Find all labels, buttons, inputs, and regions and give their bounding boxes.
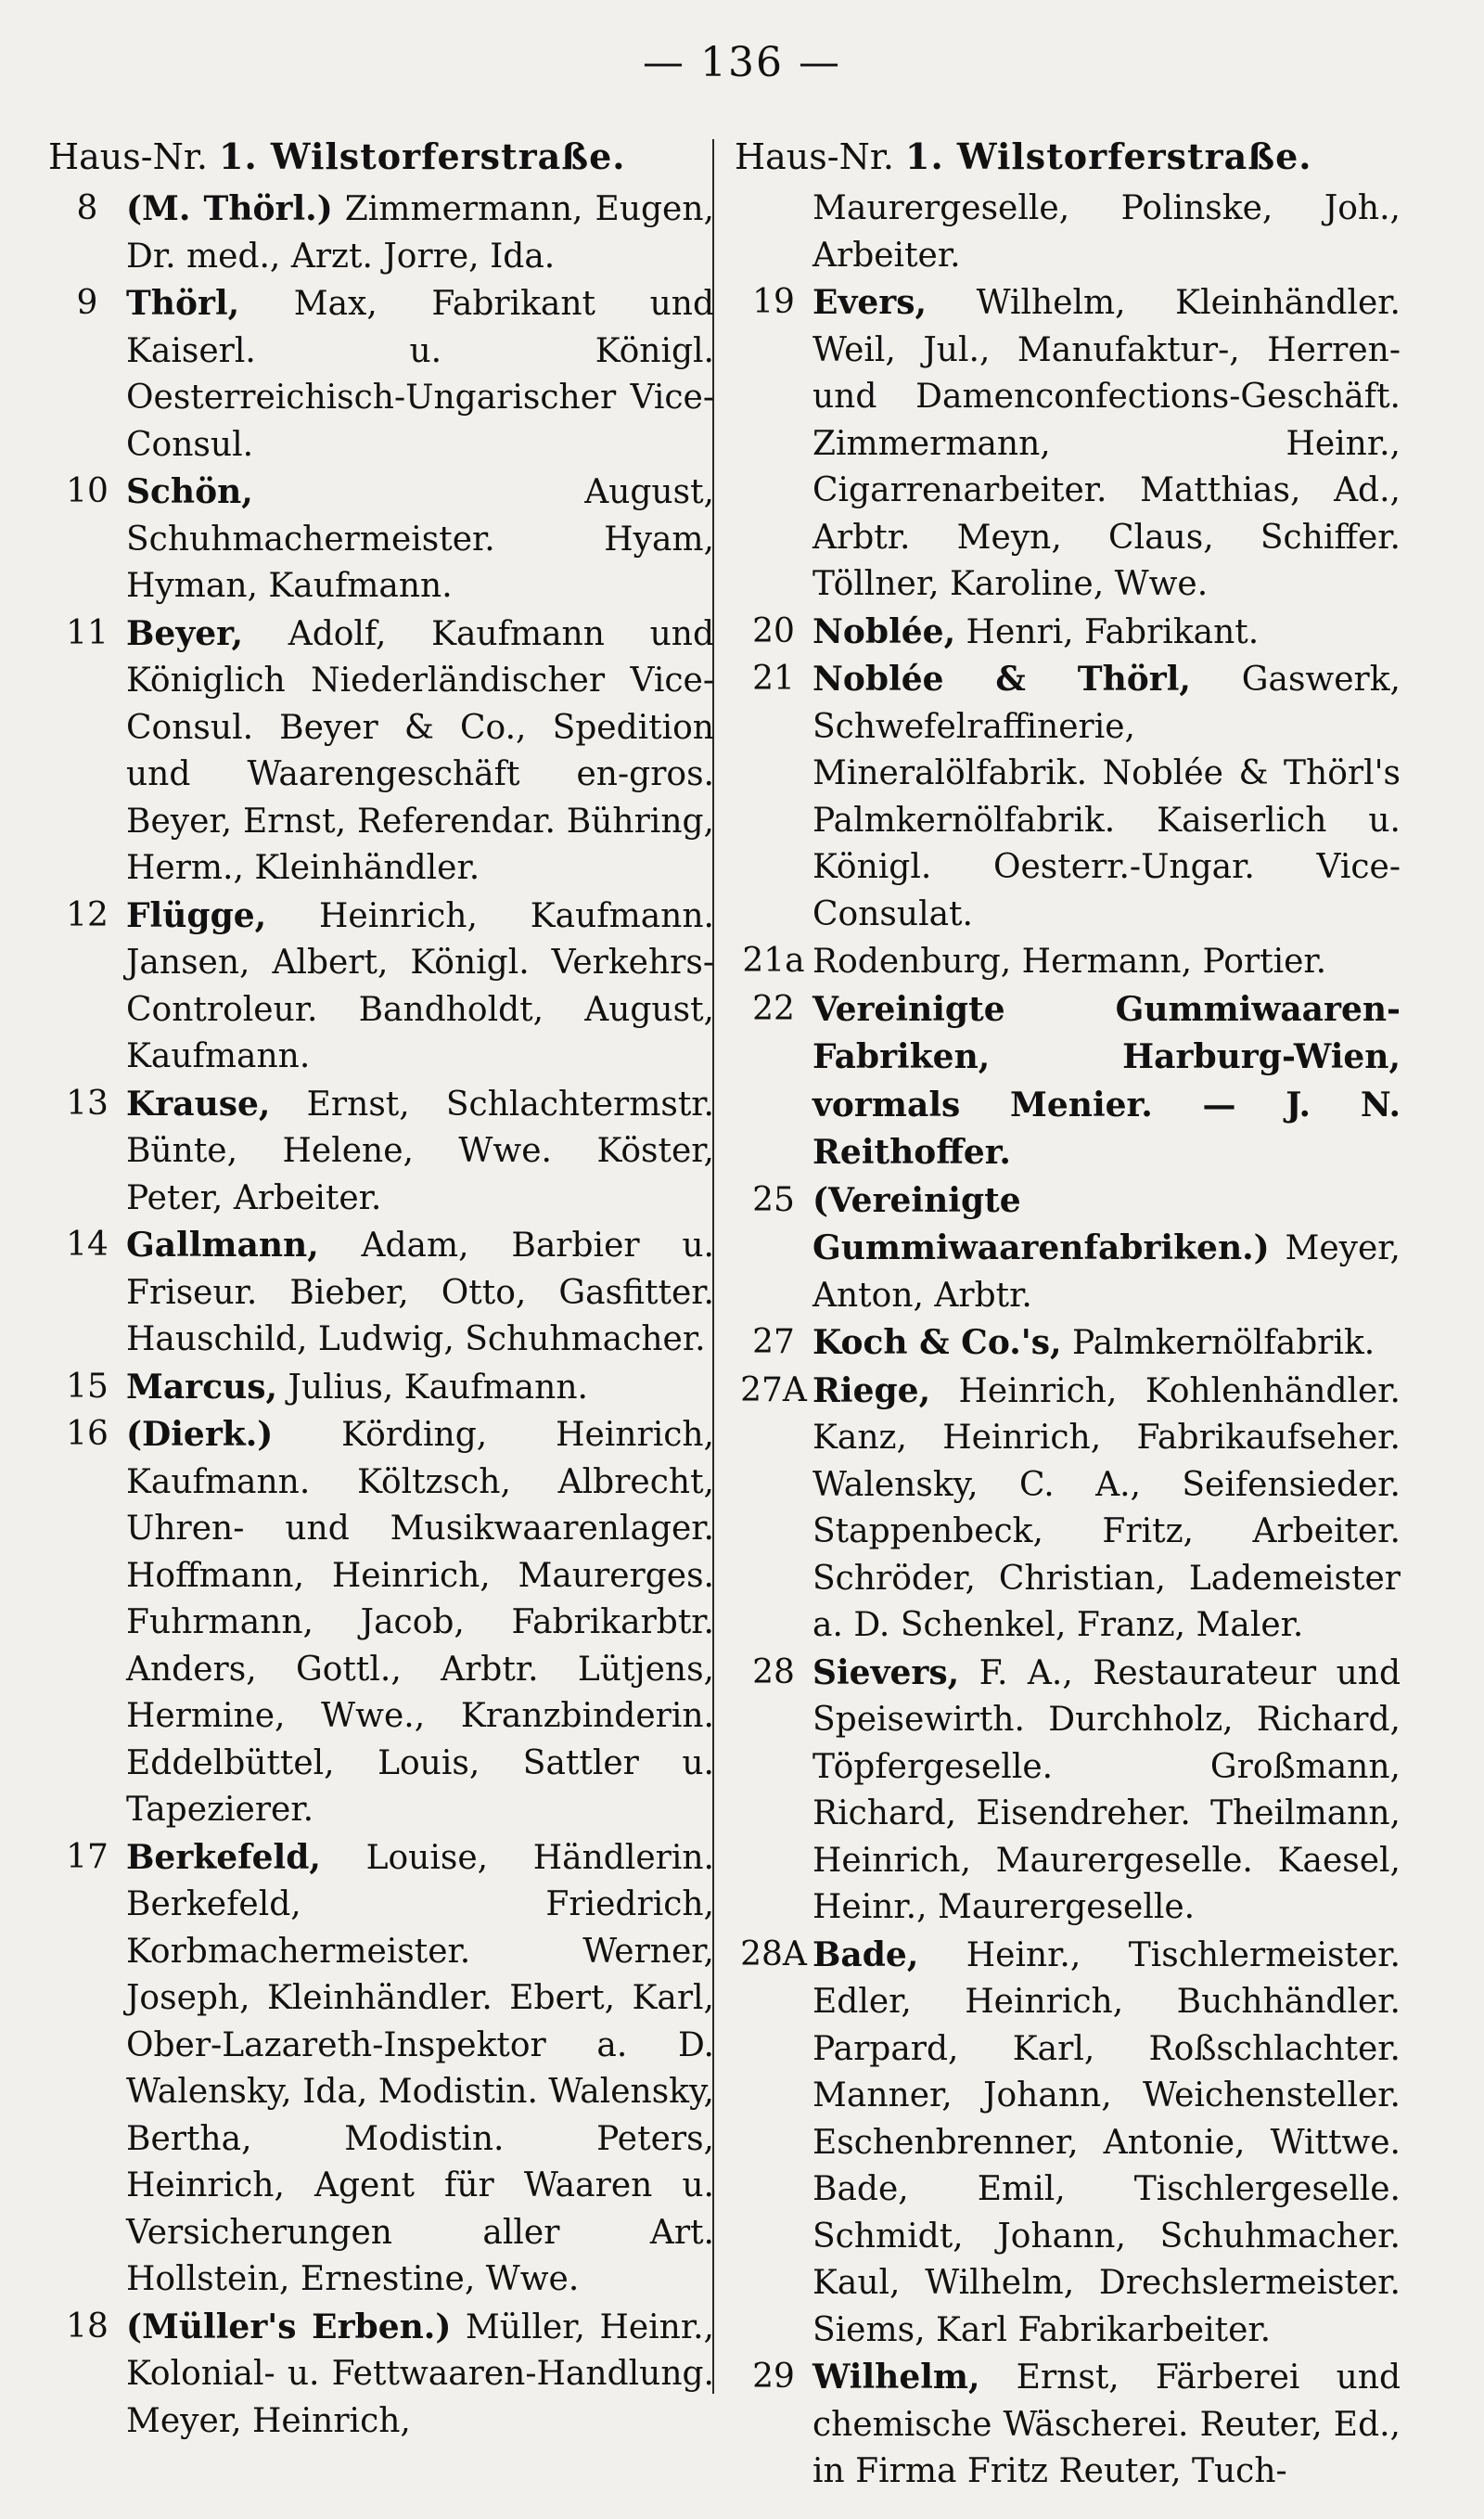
directory-entry [48, 610, 714, 893]
directory-entry [735, 1177, 1401, 1320]
directory-entry [735, 1319, 1401, 1368]
entry-text [126, 1834, 714, 2304]
entry-text [812, 1319, 1401, 1368]
house-number: 21a [742, 942, 805, 980]
directory-entry [48, 1834, 714, 2304]
house-number: 22 [752, 989, 795, 1028]
house-number: 29 [752, 2358, 795, 2396]
owner-name: Koch & Co.'s, [812, 1323, 1062, 1362]
residents-text: Heinrich, Kohlenhändler. Kanz, Heinrich, Fabrikaufseher. Walensky, C. A., Seifensieder. Stappenbeck, Fritz, Arbeiter. Schröder, Christian, Lademeister a. D. Schenkel, Franz, Maler. [812, 1371, 1401, 1644]
owner-name: Sievers, [812, 1652, 960, 1692]
house-number: 11 [66, 613, 109, 652]
directory-entry [735, 2354, 1401, 2496]
residents-text: Müller, Heinr., Kolonial- u. Fettwaaren-Handlung. Meyer, Heinrich, [126, 2307, 714, 2440]
right-column [735, 130, 1401, 2496]
entry-list [48, 186, 714, 2445]
owner-name: Berkefeld, [126, 1837, 321, 1877]
residents-text: Zimmermann, Eugen, Dr. med., Arzt. Jorre, Ida. [126, 190, 714, 276]
house-number: 28 [752, 1652, 795, 1691]
column-header [735, 130, 1401, 184]
entry-text [812, 1177, 1401, 1320]
house-number: 19 [752, 283, 795, 321]
residents-text: Heinr., Tischlermeister. Edler, Heinrich, Buchhändler. Parpard, Karl, Roßschlachter. Manner, Johann, Weichensteller. Eschenbrenner, Antonie, Wittwe. Bade, Emil, Tischlergeselle. Schmidt, Johann, Schuhmacher. Kaul, Wilhelm, Drechslermeister. Siems, Karl Fabrikarbeiter. [812, 1935, 1401, 2349]
house-number: 9 [76, 284, 98, 322]
entry-text [812, 656, 1401, 938]
residents-text: August, Schuhmachermeister. Hyam, Hyman, Kaufmann. [126, 473, 714, 605]
directory-entry [48, 1081, 714, 1223]
residents-text: F. A., Restaurateur und Speisewirth. Durchholz, Richard, Töpfergeselle. Großmann, Richard, Eisendreher. Theilmann, Heinrich, Maurergeselle. Kaesel, Heinr., Maurergeselle. [812, 1653, 1401, 1926]
owner-name: Flügge, [126, 895, 267, 935]
house-number: 28A [740, 1934, 807, 1973]
residents-text: Wilhelm, Kleinhändler. Weil, Jul., Manufaktur-, Herren- und Damenconfections-Geschäft. Zimmermann, Heinr., Cigarrenarbeiter. Matthias, Ad., Arbtr. Meyn, Claus, Schiffer. Töllner, Karoline, Wwe. [812, 284, 1401, 603]
owner-name: Krause, [126, 1084, 271, 1124]
directory-entry [48, 2304, 714, 2446]
house-number: 15 [66, 1367, 109, 1406]
owner-name: Evers, [812, 283, 928, 322]
entry-text [126, 1411, 714, 1834]
residents-text: Körding, Heinrich, Kaufmann. Költzsch, Albrecht, Uhren- und Musikwaarenlager. Hoffmann, Heinrich, Maurerges. Fuhrmann, Jacob, Fabrikarbtr. Anders, Gottl., Arbtr. Lütjens, Hermine, Wwe., Kranzbinderin. Eddelbüttel, Louis, Sattler u. Tapezierer. [126, 1416, 714, 1829]
house-number: 10 [66, 472, 109, 510]
continuation-text: Maurergeselle, Polinske, Joh., Arbeiter. [812, 189, 1401, 275]
directory-entry [48, 469, 714, 610]
residents-text: Henri, Fabrikant. [955, 612, 1260, 651]
directory-entry [735, 1932, 1401, 2355]
entry-text [812, 279, 1401, 609]
owner-name: Wilhelm, [812, 2358, 980, 2397]
residents-text: Adolf, Kaufmann und Königlich Niederländischer Vice-Consul. Beyer & Co., Spedition und Waarengeschäft en-gros. Beyer, Ernst, Referendar. Bühring, Herm., Kleinhändler. [126, 614, 714, 887]
house-number-label: Haus-Nr. [48, 136, 208, 177]
street-name: 1. Wilstorferstraße. [905, 135, 1312, 177]
house-number: 17 [66, 1837, 109, 1876]
residents-text: Meyer, Anton, Arbtr. [812, 1229, 1401, 1315]
owner-name: Gallmann, [126, 1226, 319, 1265]
entry-text [812, 609, 1401, 657]
residents-text: Julius, Kaufmann. [277, 1368, 588, 1407]
entry-text [812, 938, 1401, 986]
entry-text [812, 986, 1401, 1177]
house-number: 13 [66, 1084, 109, 1123]
house-number: 16 [66, 1415, 109, 1453]
residents-text: Gaswerk, Schwefelraffinerie, Mineralölfabrik. Noblée & Thörl's Palmkernölfabrik. Kaiserlich u. Königl. Oesterr.-Ungar. Vice-Consulat. [812, 661, 1401, 933]
residents-text: Max, Fabrikant und Kaiserl. u. Königl. Oesterreichisch-Ungarischer Vice-Consul. [126, 285, 714, 464]
owner-name: Riege, [812, 1370, 931, 1410]
directory-entry [48, 893, 714, 1081]
owner-name: Vereinigte Gummiwaaren-Fabriken, Harburg-Wien, vormals Menier. — J. N. Reithoffer. [812, 989, 1401, 1172]
house-number: 20 [752, 611, 795, 650]
directory-entry [735, 279, 1401, 609]
house-number: 27A [740, 1370, 807, 1409]
directory-entry [48, 1222, 714, 1364]
entry-text [126, 186, 714, 280]
owner-name: Noblée, [812, 611, 956, 651]
column-header [48, 130, 714, 184]
house-number: 21 [752, 660, 795, 698]
directory-entry [735, 986, 1401, 1177]
residents-text: Louise, Händlerin. Berkefeld, Friedrich, Korbmachermeister. Werner, Joseph, Kleinhändler. Ebert, Karl, Ober-Lazareth-Inspektor a. D. Walensky, Ida, Modistin. Walensky, Bertha, Modistin. Peters, Heinrich, Agent für Waaren u. Versicherungen aller Art. Hollstein, Ernestine, Wwe. [126, 1838, 714, 2298]
directory-entry [48, 280, 714, 469]
entry-text [812, 1650, 1401, 1932]
entry-list [735, 279, 1401, 2496]
entry-text [812, 2354, 1401, 2496]
directory-entry [48, 1411, 714, 1834]
entry-text [126, 610, 714, 893]
left-column [48, 130, 714, 2445]
owner-name: Beyer, [126, 613, 244, 653]
residents-text: Rodenburg, Hermann, Portier. [812, 943, 1327, 981]
residents-text: Palmkernölfabrik. [1061, 1324, 1375, 1362]
entry-text [126, 893, 714, 1081]
residents-text: Ernst, Schlachtermstr. Bünte, Helene, Wwe. Köster, Peter, Arbeiter. [126, 1085, 714, 1217]
house-number: 12 [66, 895, 109, 934]
street-name: 1. Wilstorferstraße. [219, 135, 626, 177]
house-number: 27 [752, 1323, 795, 1361]
residents-text: Ernst, Färberei und chemische Wäscherei. Reuter, Ed., in Firma Fritz Reuter, Tuch- [812, 2358, 1401, 2490]
owner-name: Marcus, [126, 1367, 278, 1407]
entry-text [126, 1081, 714, 1223]
entry-text [812, 1932, 1401, 2355]
directory-entry [735, 656, 1401, 938]
directory-entry [735, 609, 1401, 657]
owner-name: Schön, [126, 472, 253, 511]
owner-name: (Müller's Erben.) [126, 2307, 452, 2346]
directory-entry [735, 1650, 1401, 1932]
house-number: 18 [66, 2307, 109, 2345]
directory-entry [48, 1364, 714, 1412]
owner-name: Thörl, [126, 284, 240, 323]
owner-name: (Vereinigte Gummiwaarenfabriken.) [812, 1180, 1270, 1267]
house-number: 25 [752, 1180, 795, 1219]
entry-text [126, 1222, 714, 1364]
entry-text [126, 2304, 714, 2446]
entry-text [126, 280, 714, 469]
house-number: 14 [66, 1226, 109, 1264]
directory-entry [48, 186, 714, 280]
entry-text [126, 469, 714, 610]
page-number: — 136 — [643, 39, 841, 86]
entry-text [126, 1364, 714, 1412]
owner-name: (Dierk.) [126, 1415, 274, 1454]
owner-name: (M. Thörl.) [126, 189, 333, 228]
owner-name: Noblée & Thörl, [812, 660, 1191, 699]
house-number-label: Haus-Nr. [735, 136, 894, 177]
residents-text: Adam, Barbier u. Friseur. Bieber, Otto, Gasfitter. Hauschild, Ludwig, Schuhmacher. [126, 1227, 714, 1358]
directory-entry [735, 938, 1401, 986]
owner-name: Bade, [812, 1934, 919, 1974]
house-number: 8 [76, 189, 98, 227]
residents-text: Heinrich, Kaufmann. Jansen, Albert, Königl. Verkehrs-Controleur. Bandholdt, August, Kaufmann. [126, 896, 714, 1075]
entry-text [812, 1368, 1401, 1650]
directory-entry [735, 1368, 1401, 1650]
